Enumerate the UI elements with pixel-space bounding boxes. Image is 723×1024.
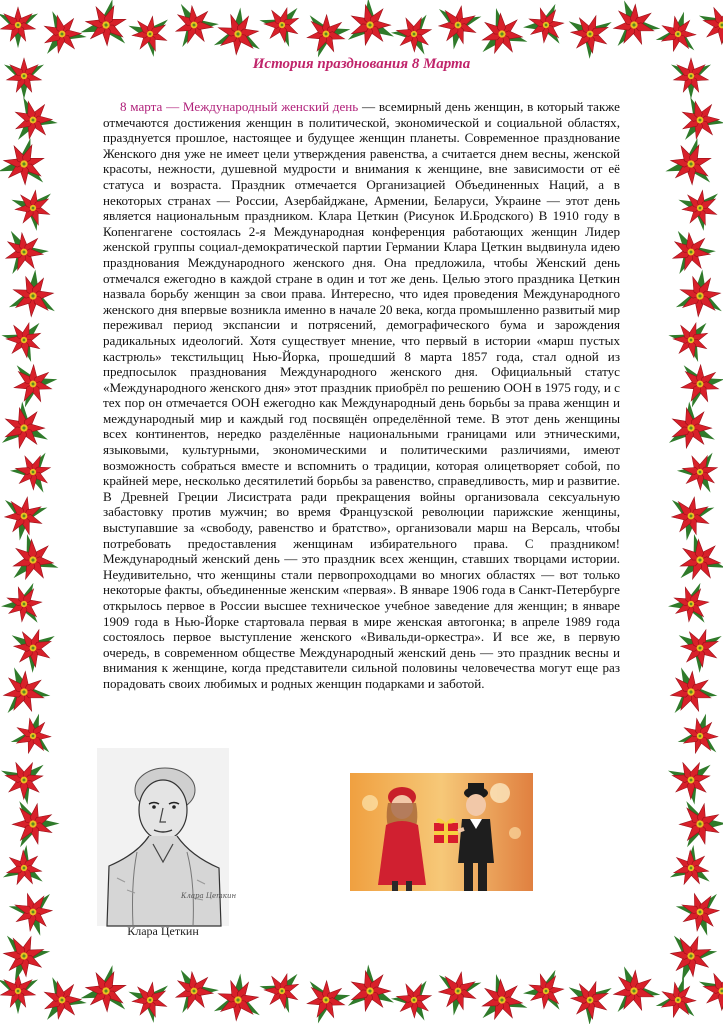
poinsettia-flower [692, 0, 723, 56]
poinsettia-flower [0, 7, 40, 48]
poinsettia-flower [556, 967, 618, 1024]
poinsettia-flower [521, 1, 566, 49]
poinsettia-flower [4, 179, 58, 235]
poinsettia-flower [0, 308, 56, 368]
poinsettia-flower [5, 446, 63, 503]
poinsettia-flower [663, 527, 723, 596]
poinsettia-flower [600, 0, 665, 54]
poinsettia-flower [0, 615, 62, 678]
poinsettia-border-bottom [0, 966, 723, 1024]
poinsettia-flower [0, 396, 59, 462]
poinsettia-flower [10, 356, 62, 411]
poinsettia-flower [652, 6, 705, 57]
poinsettia-flower [521, 967, 566, 1015]
poinsettia-flower [666, 615, 723, 678]
poinsettia-flower [0, 90, 64, 154]
poinsettia-flower [652, 972, 705, 1023]
poinsettia-border-left [0, 58, 56, 966]
poinsettia-flower [254, 0, 314, 53]
children-gift-photo [350, 773, 533, 891]
poinsettia-flower [658, 134, 717, 196]
poinsettia-flower [2, 58, 46, 99]
poinsettia-flower [386, 974, 444, 1024]
poinsettia-flower [161, 0, 225, 54]
poinsettia-flower [5, 887, 63, 943]
poinsettia-border-right [667, 58, 723, 966]
poinsettia-flower [671, 179, 723, 235]
poinsettia-flower [430, 2, 485, 54]
poinsettia-flower [0, 840, 56, 900]
poinsettia-flower [657, 658, 722, 721]
poinsettia-flower [0, 493, 51, 545]
poinsettia-flower [0, 746, 58, 811]
poinsettia-border-top [0, 0, 723, 58]
poinsettia-flower [73, 0, 132, 57]
poinsettia-flower [303, 972, 355, 1024]
poinsettia-flower [669, 58, 713, 99]
poinsettia-flower [0, 973, 40, 1014]
poinsettia-flower [679, 798, 723, 850]
poinsettia-flower [674, 708, 723, 759]
clara-zetkin-portrait [97, 748, 237, 926]
poinsettia-flower [556, 1, 618, 64]
poinsettia-flower [666, 580, 711, 628]
poinsettia-flower [600, 957, 665, 1020]
poinsettia-flower [430, 968, 485, 1020]
poinsettia-flower [121, 971, 175, 1024]
poinsettia-flower [340, 0, 405, 60]
poinsettia-flower [12, 798, 60, 850]
poinsettia-flower [677, 356, 723, 411]
photo-caption: Клара Цеткин [127, 924, 199, 938]
poinsettia-flower [7, 708, 60, 759]
article-body [103, 99, 620, 692]
poinsettia-flower [661, 746, 723, 811]
poinsettia-flower [658, 218, 722, 281]
portrait-signature: Клара Цеткин [181, 892, 237, 900]
article-text: — всемирный день женщин, в который также отмечаются достижения женщин в политической, экономической и социальной областях, празднуется прошлое, настоящее и будущее женщин планеты. Современное празднование Женского дня уже не имеет цели утверждения равенства, а считается днем весны, женской красоты, нежности, душевной мудрости и внимания к женщине, вне зависимости от её статуса и возраста. Праздник отмечается Организацией Объединенных Наций, а в некоторых странах — России, Азербайджане, Армении, Беларуси, Украине — этот день является национальным праздником. Клара Цеткин (Рисунок И.Бродского) В 1910 году в Копенгагене состоялась 2-я Международная конференция работающих женщин Лидер женской группы социал-демократической партии Германии Клара Цеткин выдвинула идею празднования Международного женского дня. Она предложила, чтобы Женский день отмечался ежегодно в каждой стране в один и тот же день. Целью этого праздника Цеткин назвала борьбу женщин за свои права. Интересно, что идея проведения Международного женского дня впервые возникла именно в начале 20 века, когда промышленно развитый мир переживал период экспансии и потрясений, демографического бума и зарождения радикальных идеологий. Хотя существует мнение, что первый в истории «марш пустых кастрюль» текстильщиц Нью-Йорка, прошедший 8 марта 1857 года, стал одной из предпосылок празднования Международного женского дня. Официальный статус «Международного женского дня» этот праздник приобрёл по решению ООН в 1975 году, и с тех пор он отмечается ООН ежегодно как Международный день борьбы за права женщин и международный мир и каждый год посвящён определённой теме. В этот день женщины всех континентов, нередко разделённые национальными границами или этническими, языковыми, культурными, экономическими и политическими различиями, имеют возможность собраться вместе и вспомнить о традиции, которая олицетворяет собой, по крайней мере, несколько десятилетий борьбы за равенство, справедливость, мир и развитие. В Древней Греции Лисистрата ради прекращения войны организовала сексуальную забастовку против мужчин; во время Французской революции парижские женщины, выступавшие за «свободу, равенство и братство», организовали марш на Версаль, чтобы потребовать предоставления женщинам избирательного права. С праздником! Международный женский день — это праздник всех женщин, ставших творцами истории. Неудивительно, что женщины стали первопроходцами во многих областях — вот только некоторые факты, объединенные женским «первая». В январе 1906 года в Санкт-Петербурге открылось первое в России высшее техническое учебное заведение для женщин; в январе 1909 года в Нью-Йорке стартовала первая в мире женская автогонка; в апреле 1989 года состоялось первое выступление женского «Вивальди-оркестра». И все же, в первую очередь, в современном обществе Международный женский день — это праздник весны и внимания к женщине, когда представители сильной половины человечества могут еще раз порадовать своих любимых и родных женщин подарками и заботой. [103, 99, 620, 691]
poinsettia-flower [672, 887, 723, 943]
page-title: История празднования 8 Марта [252, 56, 471, 72]
poinsettia-flower [121, 5, 175, 61]
poinsettia-flower [303, 6, 355, 61]
poinsettia-flower [465, 967, 534, 1024]
poinsettia-flower [73, 961, 132, 1023]
poinsettia-flower [0, 134, 51, 196]
poinsettia-flower [0, 658, 55, 721]
poinsettia-flower [340, 959, 405, 1024]
poinsettia-flower [663, 308, 723, 368]
poinsettia-flower [0, 580, 44, 628]
poinsettia-flower [6, 267, 61, 318]
poinsettia-flower [211, 971, 266, 1022]
poinsettia-flower [672, 446, 723, 503]
poinsettia-flower [211, 5, 266, 56]
article-lead: 8 марта — Международный женский день [120, 99, 359, 114]
poinsettia-flower [673, 267, 723, 318]
poinsettia-flower [0, 218, 54, 281]
poinsettia-flower [254, 959, 314, 1019]
poinsettia-flower [663, 493, 718, 545]
poinsettia-flower [664, 840, 723, 900]
